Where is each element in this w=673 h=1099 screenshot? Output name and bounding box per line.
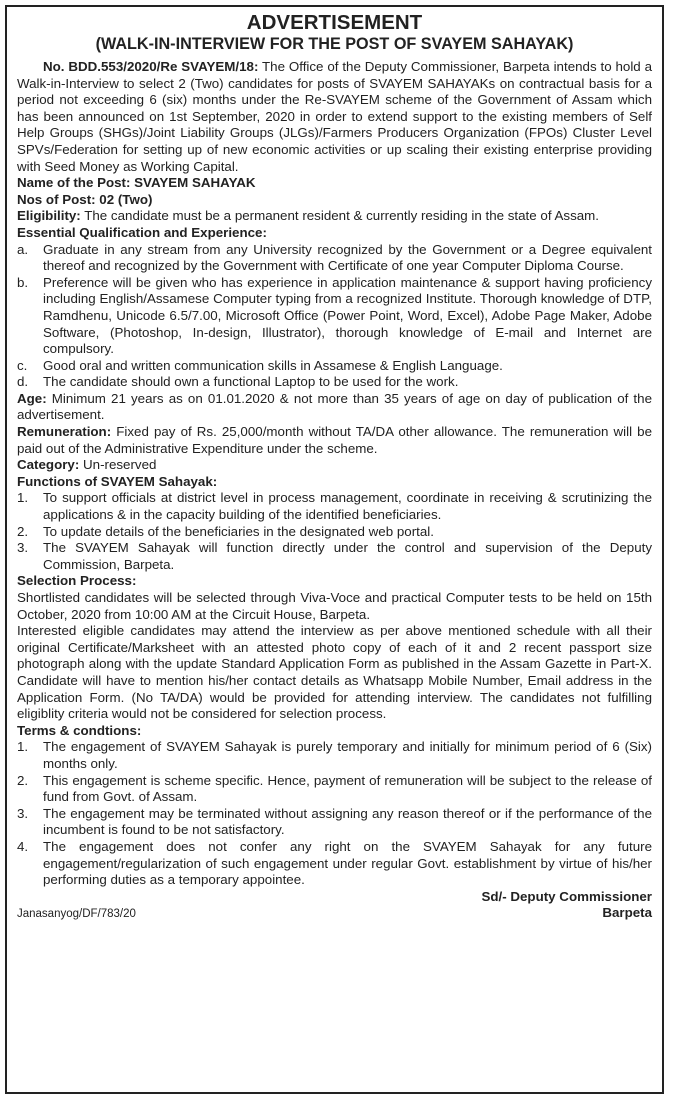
selection-paragraph-2: Interested eligible candidates may attend the interview as per above mentioned schedule with all their original Certificate/Marksheet with an attested photo copy of each of it and 2 recent passport size photograph along with the update Standard Application Form as published in the Assam Gazette in Part-X. Candidate will have to mention his/her contact details as Whatsapp Mobile Number, Email address in the Application Form. (No TA/DA) would be provided for attending interview. The candidates not fulfilling eligiblity criteria would not be considered for selection process.	[17, 623, 652, 722]
list-marker: 2.	[17, 772, 29, 788]
nos-of-post: Nos of Post: 02 (Two)	[17, 191, 153, 207]
list-marker: 2.	[17, 523, 29, 539]
selection-heading: Selection Process:	[17, 573, 137, 589]
list-marker: 4.	[17, 838, 29, 854]
intro-text: The Office of the Deputy Commissioner, Barpeta intends to hold a Walk-in-Interview to select 2 (Two) candidates for posts of SVAYEM SAHAYAKs on contractual basis for a period not exceeding 6 (six) months under the Re-SVAYEM scheme of the Government of Assam which has been announced on 1st September, 2020 in order to extend support to the existing members of Self Help Groups (SHGs)/Joint Liability Groups (JLGs)/Farmers Producers Organization (FPOs) Cluster Level SPVs/Federation for setting up of new economic activities or up scaling their existing enterprise providing with Seed Money as Working Capital.	[17, 59, 652, 174]
signature-line-2: Barpeta	[602, 905, 652, 921]
list-item-text: Graduate in any stream from any University recognized by the Government or a Degree equivalent thereof and recognized by the Government with Certificate of one year Computer Diploma Course.	[43, 241, 652, 274]
list-item-text: The SVAYEM Sahayak will function directly under the control and supervision of the Deputy Commission, Barpeta.	[43, 540, 652, 572]
list-item-text: To support officials at district level in process management, coordinate in receiving & scrutinizing the applications & in the capacity building of the identified beneficiaries.	[43, 490, 652, 523]
list-item-text: The engagement of SVAYEM Sahayak is purely temporary and initially for minimum period of 6 (Six) months only.	[43, 739, 652, 771]
category-label: Category:	[17, 457, 80, 473]
page-subtitle: (WALK-IN-INTERVIEW FOR THE POST OF SVAYEM SAHAYAK)	[95, 35, 574, 53]
list-marker: d.	[17, 374, 29, 390]
list-item-text: This engagement is scheme specific. Hence, payment of remuneration will be subject to the release of fund from Govt. of Assam.	[43, 772, 652, 805]
category	[17, 457, 652, 474]
qualification-list	[17, 242, 652, 391]
list-marker: 3.	[17, 805, 29, 821]
remuneration	[17, 424, 652, 457]
list-item-text: Good oral and written communication skills in Assamese & English Language.	[43, 357, 503, 373]
list-item	[17, 275, 652, 358]
list-item-text: The engagement does not confer any right on the SVAYEM Sahayak for any future engagement/regularization of such engagement under regular Govt. establishment by virtue of his/her performing duties as a temporary appointee.	[43, 838, 652, 888]
signature-line-1: Sd/- Deputy Commissioner	[481, 888, 652, 904]
list-item	[17, 739, 652, 772]
post-name: Name of the Post: SVAYEM SAHAYAK	[17, 175, 256, 191]
age	[17, 391, 652, 424]
functions-list	[17, 490, 652, 573]
list-item	[17, 839, 652, 889]
age-label: Age:	[17, 390, 47, 406]
list-item	[17, 773, 652, 806]
selection-paragraph-1: Shortlisted candidates will be selected through Viva-Voce and practical Computer tests to be held on 15th October, 2020 from 10:00 AM at the Circuit House, Barpeta.	[17, 590, 652, 622]
list-item-text: Preference will be given who has experience in application maintenance & support having proficiency including English/Assamese Computer typing from a recognized Institute. Thorough knowledge of DTP, Ramdhenu, Unicode 6.5/7.00, Microsoft Office (Power Point, Word, Excel), Adobe Page Maker, Adobe Software, (Photoshop, In-design, Illustrator), thorough knowledge of E-mail and Internet are compulsory.	[43, 274, 652, 357]
footer-row	[17, 905, 652, 922]
eligibility-label: Eligibility:	[17, 208, 81, 224]
list-item-text: To update details of the beneficiaries in the designated web portal.	[43, 523, 434, 539]
list-marker: c.	[17, 357, 28, 373]
list-item	[17, 524, 652, 541]
intro-paragraph	[17, 59, 652, 175]
eligibility	[17, 208, 652, 225]
list-item	[17, 358, 652, 375]
terms-heading: Terms & condtions:	[17, 722, 142, 738]
eligibility-text: The candidate must be a permanent resident & currently residing in the state of Assam.	[84, 208, 599, 224]
list-item	[17, 806, 652, 839]
remuneration-text: Fixed pay of Rs. 25,000/month without TA/DA other allowance. The remuneration will be paid out of the Administrative Expenditure under the scheme.	[17, 424, 652, 456]
list-marker: 1.	[17, 490, 29, 506]
page-title: ADVERTISEMENT	[246, 11, 423, 34]
reference-number: No. BDD.553/2020/Re SVAYEM/18:	[43, 59, 259, 74]
advertisement-page	[5, 5, 664, 1094]
terms-list	[17, 739, 652, 888]
list-item-text: The engagement may be terminated without assigning any reason thereof or if the performance of the incumbent is found to be not satisfactory.	[43, 805, 652, 838]
list-marker: b.	[17, 274, 29, 290]
publication-code: Janasanyog/DF/783/20	[17, 907, 136, 920]
age-text: Minimum 21 years as on 01.01.2020 & not more than 35 years of age on day of publication of the advertisement.	[17, 390, 652, 423]
list-item	[17, 242, 652, 275]
functions-heading: Functions of SVAYEM Sahayak:	[17, 473, 218, 489]
list-item-text: The candidate should own a functional Laptop to be used for the work.	[43, 374, 459, 390]
list-item	[17, 540, 652, 573]
list-item	[17, 490, 652, 523]
list-marker: a.	[17, 241, 29, 257]
list-marker: 3.	[17, 540, 29, 556]
category-text: Un-reserved	[83, 457, 157, 473]
qualification-heading: Essential Qualification and Experience:	[17, 224, 267, 240]
remuneration-label: Remuneration:	[17, 424, 112, 440]
list-item	[17, 374, 652, 391]
list-marker: 1.	[17, 739, 29, 755]
